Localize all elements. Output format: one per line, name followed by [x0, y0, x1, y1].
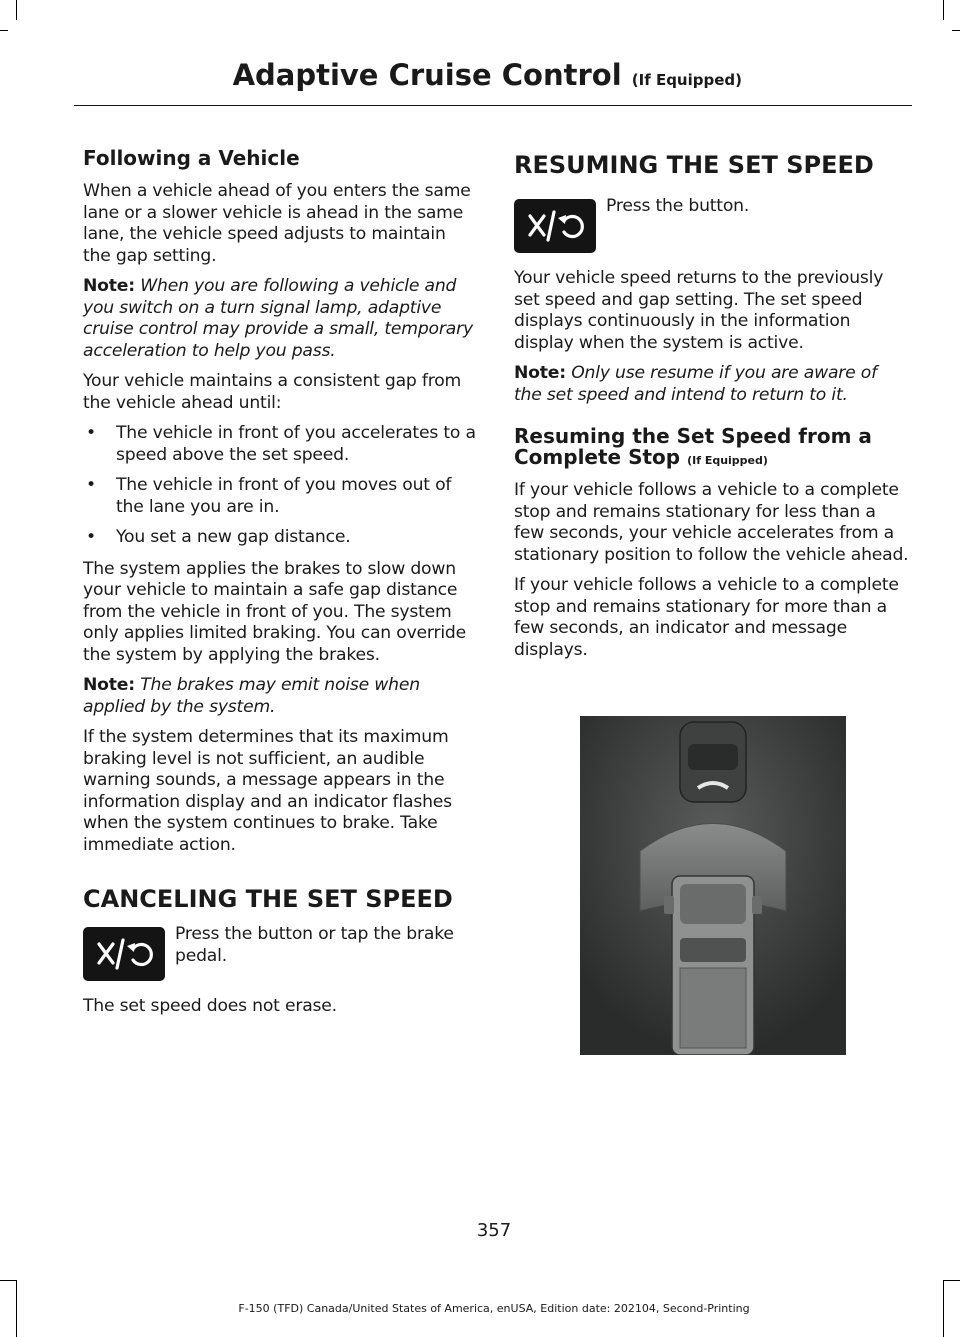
note-turn-signal	[83, 276, 478, 362]
header-divider	[74, 105, 912, 106]
list-item: • The vehicle in front of you moves out of the lane you are in.	[86, 475, 452, 517]
vehicle-following-illustration	[580, 716, 846, 1055]
note-text: When you are following a vehicle and you switch on a turn signal lamp, adaptive cruise control may provide a small, temporary acceleration to help you pass.	[83, 276, 473, 361]
max-braking-paragraph: If the system determines that its maximum braking level is not sufficient, an audible warning sounds, a message appears in the information display and an indicator flashes when the system continues to brake. Take immediate action.	[83, 727, 452, 855]
cancel-heading: CANCELING THE SET SPEED	[83, 885, 453, 913]
own-vehicle	[664, 876, 762, 1055]
left-column	[83, 140, 478, 1027]
note-label: Note:	[514, 363, 566, 384]
note-label: Note:	[83, 276, 135, 296]
resume-instruction-text: Press the button.	[606, 196, 750, 217]
crop-mark-top-left	[16, 0, 17, 20]
note-brake-noise	[83, 675, 478, 718]
right-column	[514, 140, 909, 670]
following-heading: Following a Vehicle	[83, 146, 300, 170]
crop-mark-top-right	[943, 0, 944, 20]
header-title-suffix: (If Equipped)	[631, 71, 742, 89]
lead-vehicle	[680, 722, 746, 802]
resume-heading: RESUMING THE SET SPEED	[514, 151, 874, 179]
note-label: Note:	[83, 675, 135, 695]
note-resume	[514, 363, 909, 406]
complete-stop-heading: Resuming the Set Speed from a Complete Stop (If Equipped)	[514, 424, 872, 470]
following-paragraph: When a vehicle ahead of you enters the same lane or a slower vehicle is ahead in the same lane, the vehicle speed adjusts to maintain the gap setting.	[83, 181, 471, 266]
gap-conditions-list	[83, 423, 478, 549]
brakes-paragraph: The system applies the brakes to slow down your vehicle to maintain a safe gap distance from the vehicle in front of you. The system only applies limited braking. You can override the system by applying the brakes.	[83, 558, 467, 665]
crop-mark-top-left-h	[0, 30, 8, 31]
cancel-paragraph: The set speed does not erase.	[83, 996, 337, 1017]
header-title-text: Adaptive Cruise Control	[232, 58, 622, 92]
note-text: The brakes may emit noise when applied by the system.	[83, 675, 420, 717]
list-item: • The vehicle in front of you accelerates to a speed above the set speed.	[86, 423, 476, 465]
crop-mark-top-right-h	[952, 30, 960, 31]
stationary-paragraph-1: If your vehicle follows a vehicle to a complete stop and remains stationary for less than a few seconds, your vehicle accelerates from a stationary position to follow the vehicle ahead.	[514, 480, 909, 565]
crop-mark-bottom-right-h	[943, 1280, 960, 1281]
page-number: 357	[476, 1220, 512, 1241]
resume-paragraph: Your vehicle speed returns to the previously set speed and gap setting. The set speed displays continuously in the information display when the system is active.	[514, 268, 884, 353]
cancel-resume-button-icon	[83, 927, 165, 981]
note-text: Only use resume if you are aware of the set speed and intend to return to it.	[514, 363, 877, 405]
resume-instruction	[514, 196, 909, 256]
cancel-resume-button-icon	[514, 199, 596, 253]
page-header-title	[233, 58, 742, 92]
crop-mark-bottom-left-h	[0, 1280, 16, 1281]
cancel-instruction	[83, 924, 478, 984]
cancel-instruction-text: Press the button or tap the brake pedal.	[175, 924, 454, 966]
stationary-paragraph-2: If your vehicle follows a vehicle to a complete stop and remains stationary for more than a few seconds, an indicator and message displays.	[514, 575, 899, 660]
gap-intro-paragraph: Your vehicle maintains a consistent gap from the vehicle ahead until:	[83, 371, 462, 413]
list-item: • You set a new gap distance.	[86, 527, 351, 547]
page-footer: F-150 (TFD) Canada/United States of America, enUSA, Edition date: 202104, Second-Printing	[238, 1302, 750, 1315]
